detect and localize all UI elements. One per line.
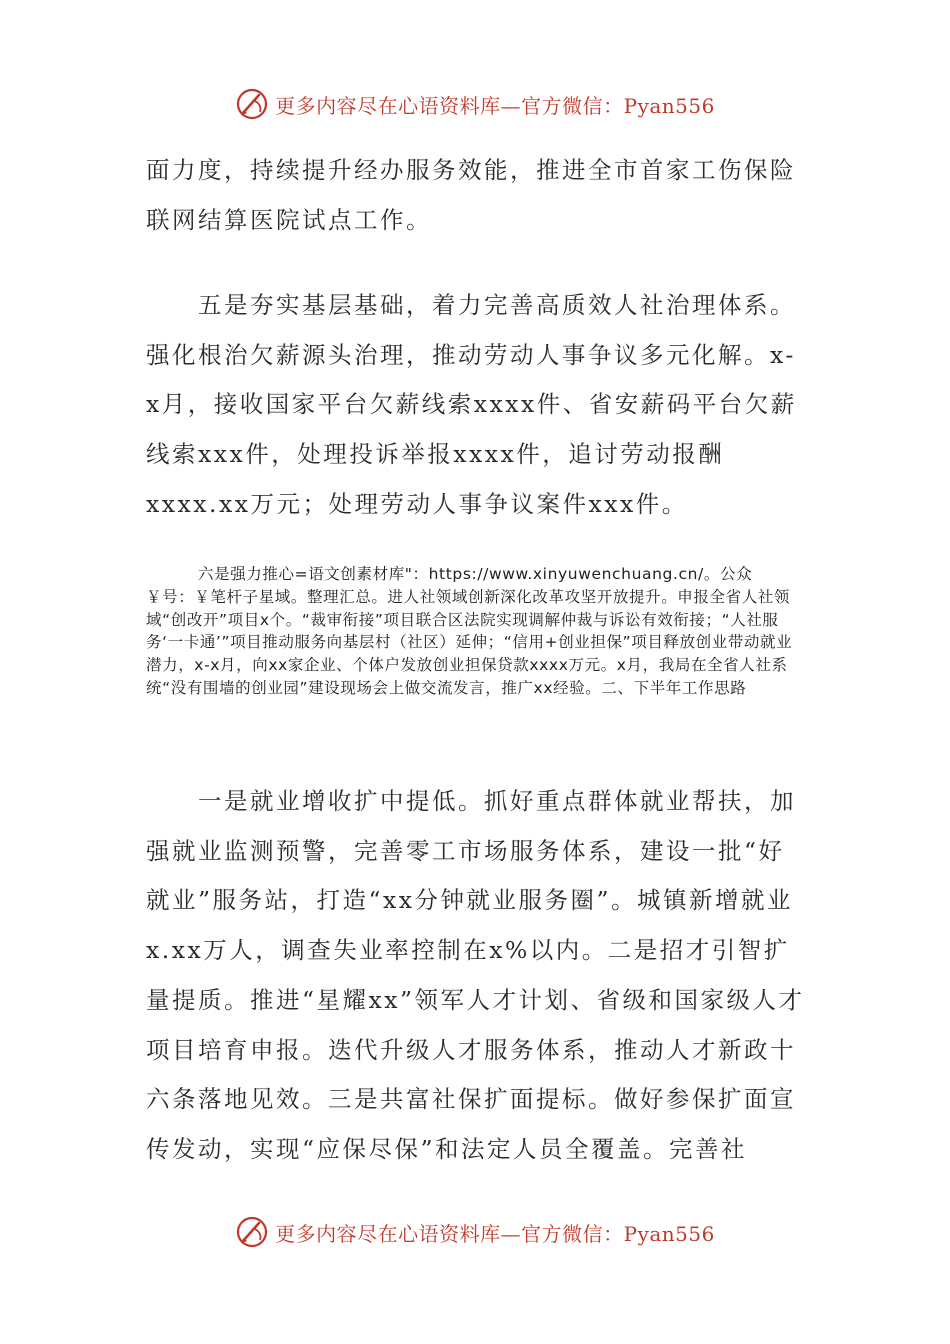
- paragraph-small: 六是强力推心=语文创素材库"：https://www.xinyuwenchuang.cn/。公众￥号：￥笔杆子星域。整理汇总。进人社领域创新深化改革攻坚开放提升。申报全省人社领域“创改开”项目x个。“裁审衔接”项目联合区法院实现调解仲裁与诉讼有效衔接；“人社服务‘一卡通’”项目推动服务向基层村（社区）延伸；“信用+创业担保”项目释放创业带动就业潜力，x-x月，向xx家企业、个体户发放创业担保贷款xxxx万元。x月，我局在全省人社系统“没有围墙的创业园”建设现场会上做交流发言，推广xx经验。二、下半年工作思路: [146, 565, 793, 697]
- pen-logo-icon: [235, 1215, 269, 1249]
- header-banner-text: 更多内容尽在心语资料库—官方微信：Pyan556: [275, 93, 715, 118]
- header-banner: [0, 84, 950, 124]
- pen-logo-icon: [235, 87, 269, 121]
- paragraph-3: 一是就业增收扩中提低。抓好重点群体就业帮扶，加强就业监测预警，完善零工市场服务体系，建设一批“好就业”服务站，打造“xx分钟就业服务圈”。城镇新增就业x.xx万人，调查失业率控制在x%以内。二是招才引智扩量提质。推进“星耀xx”领军人才计划、省级和国家级人才项目培育申报。迭代升级人才服务体系，推动人才新政十六条落地见效。三是共富社保扩面提标。做好参保扩面宣传发动，实现“应保尽保”和法定人员全覆盖。完善社: [146, 787, 805, 1163]
- paragraph-1: 面力度，持续提升经办服务效能，推进全市首家工伤保险联网结算医院试点工作。: [146, 156, 796, 234]
- header-wechat-id: Pyan556: [623, 93, 715, 118]
- paragraph-2: 五是夯实基层基础，着力完善高质效人社治理体系。强化根治欠薪源头治理，推动劳动人事争议多元化解。x-x月，接收国家平台欠薪线索xxxx件、省安薪码平台欠薪线索xxx件，处理投诉举报xxxx件，追讨劳动报酬xxxx.xx万元；处理劳动人事争议案件xxx件。: [146, 291, 797, 518]
- footer-banner: [0, 1212, 950, 1252]
- footer-banner-text: 更多内容尽在心语资料库—官方微信：Pyan556: [275, 1221, 715, 1246]
- footer-wechat-id: Pyan556: [623, 1221, 715, 1246]
